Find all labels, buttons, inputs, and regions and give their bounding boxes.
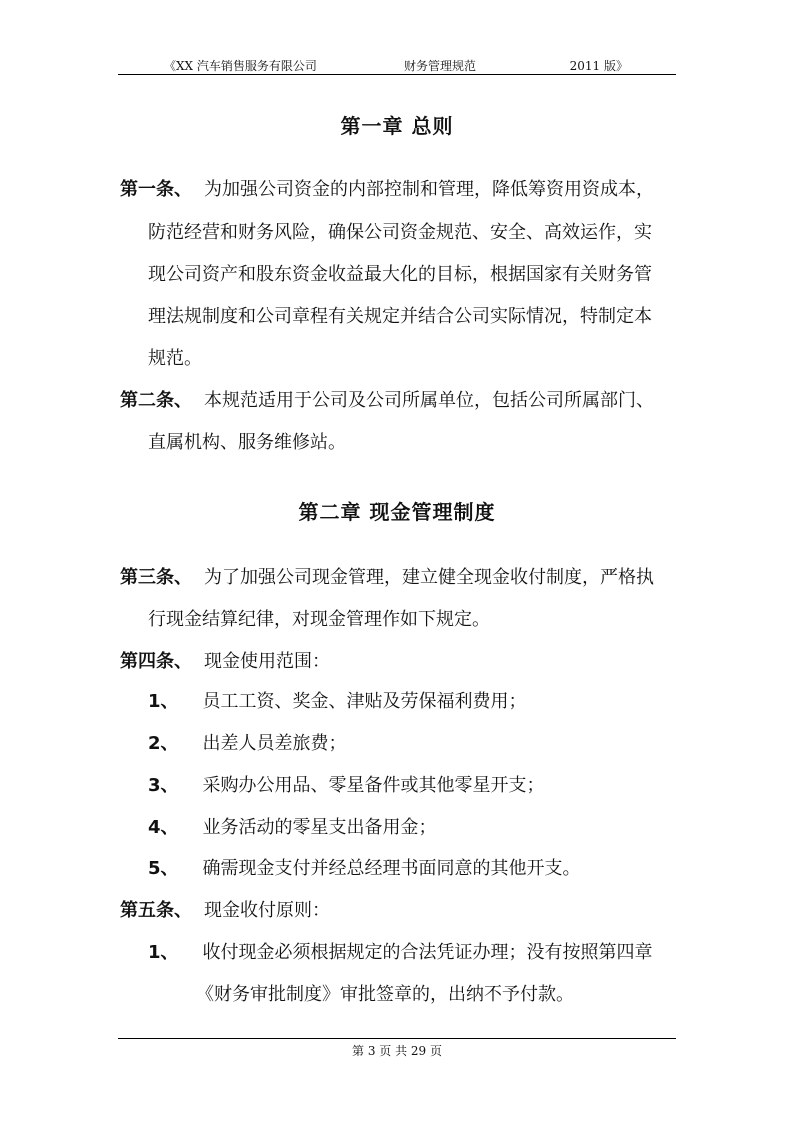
list-item: 3、 采购办公用品、零星备件或其他零星开支；	[148, 775, 545, 796]
article-2-label: 第二条、	[120, 390, 192, 411]
list-item-continuation: 《财务审批制度》审批签章的，出纳不予付款。	[196, 984, 574, 1005]
header-rule	[118, 74, 676, 75]
article-3-label: 第三条、	[120, 567, 192, 588]
list-item: 1、 收付现金必须根据规定的合法凭证办理；没有按照第四章	[148, 942, 653, 963]
list-item: 5、 确需现金支付并经总经理书面同意的其他开支。	[148, 858, 581, 879]
article-4-label: 第四条、	[120, 651, 192, 672]
article-1-line-2: 防范经营和财务风险，确保公司资金规范、安全、高效运作，实	[148, 222, 652, 243]
article-4-line-1: 第四条、 现金使用范围：	[120, 651, 330, 672]
article-5-line-1: 第五条、 现金收付原则：	[120, 900, 330, 921]
article-1-label: 第一条、	[120, 179, 192, 200]
list-item: 1、 员工工资、奖金、津贴及劳保福利费用；	[148, 691, 527, 712]
article-2-line-2: 直属机构、服务维修站。	[148, 432, 346, 453]
article-1-line-5: 规范。	[148, 348, 202, 369]
list-item: 4、 业务活动的零星支出备用金；	[148, 817, 437, 838]
article-3-line-1: 第三条、 为了加强公司现金管理，建立健全现金收付制度，严格执	[120, 567, 654, 588]
article-3-line-2: 行现金结算纪律，对现金管理作如下规定。	[148, 609, 490, 630]
chapter-2-title: 第二章 现金管理制度	[298, 500, 496, 524]
article-5-label: 第五条、	[120, 900, 192, 921]
header-company: 《XX 汽车销售服务有限公司	[164, 59, 317, 73]
footer-rule	[118, 1038, 676, 1039]
header-version: 2011 版》	[569, 59, 628, 73]
article-2-line-1: 第二条、 本规范适用于公司及公司所属单位，包括公司所属部门、	[120, 390, 654, 411]
article-1-line-4: 理法规制度和公司章程有关规定并结合公司实际情况，特制定本	[148, 306, 652, 327]
article-1-line-1: 第一条、 为加强公司资金的内部控制和管理，降低筹资用资成本，	[120, 179, 654, 200]
chapter-1-title: 第一章 总则	[340, 114, 454, 138]
page-header	[118, 56, 676, 74]
article-1-line-3: 现公司资产和股东资金收益最大化的目标，根据国家有关财务管	[148, 264, 652, 285]
page-number: 第 3 页 共 29 页	[352, 1044, 442, 1058]
header-title: 财务管理规范	[404, 59, 477, 73]
list-item: 2、 出差人员差旅费；	[148, 733, 347, 754]
